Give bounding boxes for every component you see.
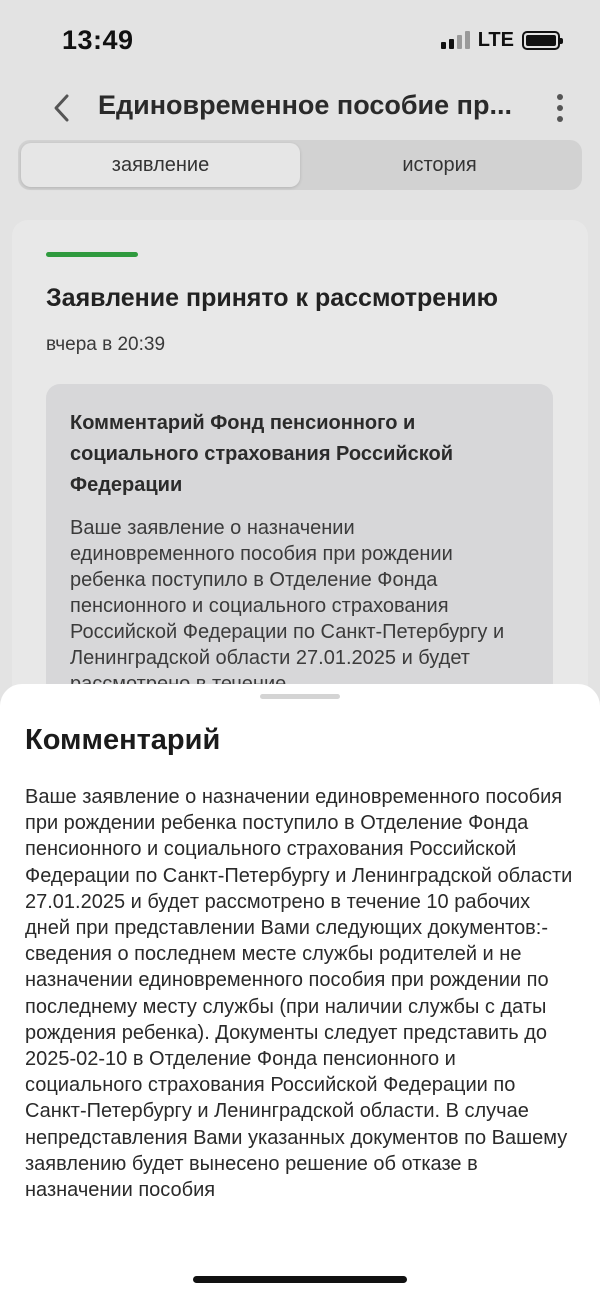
signal-icon (441, 31, 470, 49)
comment-box-text: Ваше заявление о назначении единовременного пособия при рождении ребенка поступило в Отделение Фонда пенсионного и социального страхования Российской Федерации по Санкт-Петербургу и Ленинградской области 27.01.2025 и будет (70, 517, 505, 669)
status-title: Заявление принято к рассмотрению (46, 284, 499, 312)
sheet-comment-text: Ваше заявление о назначении единовременного пособия при рождении ребенка поступило в Отделение Фонда пенсионного и социального страхования Российской Федерации по Санкт-Петербургу и Ленинградской области 27.01.2025 и будет рассмотрено в течение 10 рабочих дней при представлении Вами следующих документов:-сведения о последнем месте службы родителей и не назначении единовременного пособия при рождении по последнему месту службы (при наличии службы с даты рождения ребенка). Документы следует представить до 2025-02-10 в Отделение Фонда пенсионного и социального страхования Российской Федерации по Санкт-Петербургу и Ленинградской области. В случае непредставления Вами указанных документов по Вашему заявлению будет вынесено решение об отказе в назначении пособия (25, 786, 573, 1202)
status-accent-bar (46, 252, 138, 257)
comment-bottom-sheet (0, 684, 600, 1297)
header (0, 80, 600, 136)
sheet-drag-handle[interactable] (260, 694, 340, 699)
tab-application[interactable]: заявление (21, 143, 300, 187)
segmented-tabs (18, 140, 582, 190)
more-vertical-icon[interactable] (548, 90, 572, 126)
application-status-card (12, 220, 588, 740)
comment-box-title: Комментарий Фонд пенсионного и социального страхования Российской Федерации (70, 412, 454, 496)
home-indicator[interactable] (193, 1276, 407, 1283)
page-title: Единовременное пособие пр... (98, 90, 512, 120)
status-time: 13:49 (62, 24, 134, 55)
tab-history[interactable]: история (402, 153, 477, 176)
battery-icon (522, 31, 560, 50)
network-type: LTE (477, 28, 514, 51)
status-bar (0, 0, 600, 80)
status-indicators (441, 29, 560, 52)
chevron-left-icon[interactable] (46, 88, 76, 128)
sheet-title: Комментарий (25, 724, 221, 756)
status-timestamp: вчера в 20:39 (46, 334, 166, 355)
